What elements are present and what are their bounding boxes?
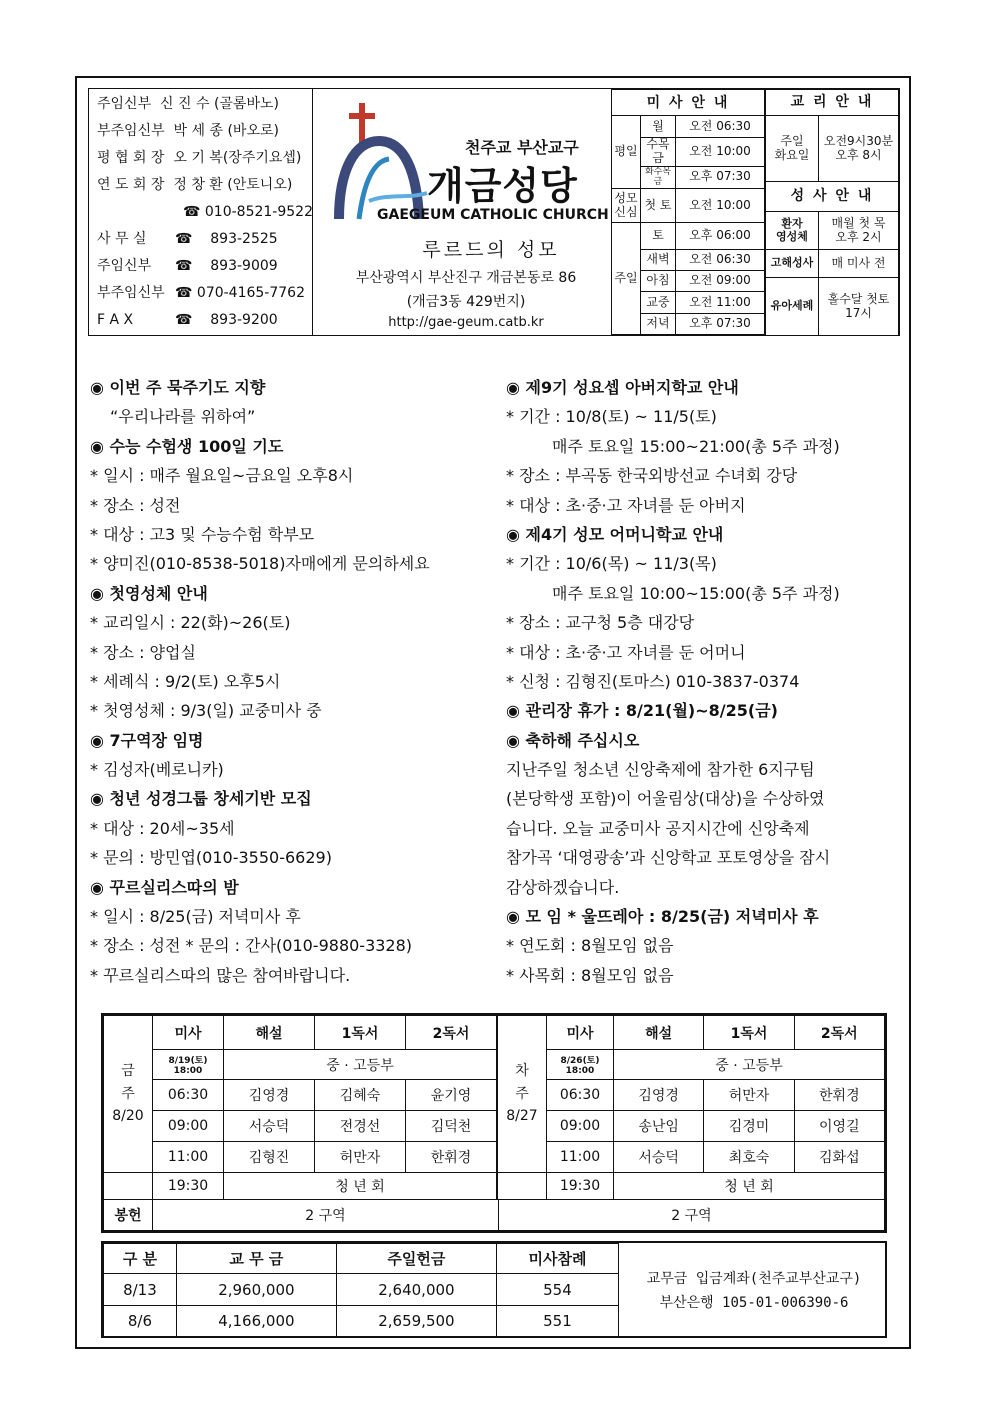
table-cell: 2독서 [794,1016,884,1050]
table-cell: 화수목금 [641,166,676,188]
table-cell: 2,640,000 [336,1274,496,1306]
table-cell: 김영경 [614,1080,704,1111]
bank-account: 교무금 입금계좌(천주교부산교구) 부산은행 105-01-006390-6 [646,1271,862,1311]
notice-line: * 일시 : 8/25(금) 저녁미사 후 [90,907,301,927]
staff-row: 평 협 회 장 오 기 복(장주기요셉) [97,150,302,166]
table-row [104,1050,497,1080]
notice-line: * 신청 : 김형진(토마스) 010-3837-0374 [506,671,800,691]
table-cell: 윤기영 [406,1080,497,1111]
table-row [766,278,899,336]
table-cell: 오후 07:30 [676,313,765,334]
table-cell: 서승덕 [224,1111,315,1142]
table-row [104,1244,619,1274]
table-cell: 고해성사 [766,250,819,278]
table-cell: 06:30 [153,1080,224,1111]
table-cell: 19:30 [153,1173,224,1200]
doctrine-title: 교 리 안 내 [766,90,899,116]
table-row [612,223,765,249]
table-cell: 4,166,000 [176,1306,336,1337]
table-cell: 8/6 [104,1306,177,1337]
table-row [612,116,765,137]
table-cell: 554 [496,1274,618,1306]
table-cell: 교 무 금 [176,1244,336,1274]
table-cell: 해설 [614,1016,704,1050]
table-row [104,1080,497,1111]
liturgy-roles-schedule [101,1013,887,1233]
table-cell: 김화섭 [794,1142,884,1173]
table-row [104,1142,497,1173]
table-row [498,1111,885,1142]
contact-row: 부주임신부 ☎ 070-4165-7762 [97,285,305,301]
notice-line: 매주 토요일 15:00~21:00(총 5주 과정) [552,436,840,456]
notice-line: * 김성자(베로니카) [90,760,224,780]
table-cell: 오전 10:00 [676,188,765,223]
doctrine-sacrament-table [765,89,899,336]
sunday-label: 주일 [612,223,641,335]
table-cell: 오후 07:30 [676,166,765,188]
table-cell: 매월 첫 목 오후 2시 [819,212,899,250]
table-cell: 8/13 [104,1274,177,1306]
table-cell: 8/19(토) 18:00 [153,1050,224,1080]
notice-line: * 첫영성체 : 9/3(일) 교중미사 중 [90,701,322,721]
phone-icon: ☎ [175,258,193,274]
table-cell: 저녁 [641,313,676,334]
church-title: 개금성당 [427,164,578,208]
finance-summary [101,1241,887,1338]
contact-row: F A X ☎ 893-9200 [97,312,278,328]
table-row [612,90,765,116]
table-cell: 미사 [153,1016,224,1050]
table-row [498,1050,885,1080]
staff-row: 주임신부 신 진 수 (골롬바노) [97,96,279,112]
next-week-label: 차 주 8/27 [498,1016,547,1173]
notice-line: * 기간 : 10/6(목) ~ 11/3(목) [506,554,717,574]
notice-line: * 장소 : 교구청 5층 대강당 [506,613,695,633]
table-cell: 2,659,500 [336,1306,496,1337]
table-cell: 11:00 [153,1142,224,1173]
notice-heading: ◉ 모 임 * 울뜨레아 : 8/25(금) 저녁미사 후 [506,907,819,927]
table-cell: 1독서 [704,1016,794,1050]
notice-line: * 장소 : 성전 * 문의 : 간사(010-9880-3328) [90,936,413,956]
table-cell: 허만자 [315,1142,406,1173]
table-cell: 주일헌금 [336,1244,496,1274]
table-cell: 오전 06:30 [676,249,765,270]
table-cell: 김덕천 [406,1111,497,1142]
church-english-title: GAEGEUM CATHOLIC CHURCH [377,207,609,223]
table-cell: 송난임 [614,1111,704,1142]
table-cell: 미사 [547,1016,614,1050]
table-cell: 미사참례 [496,1244,618,1274]
table-row [104,1200,885,1231]
table-cell: 교중 [641,292,676,313]
table-cell: 이영길 [794,1111,884,1142]
notice-line: * 연도회 : 8월모임 없음 [506,936,674,956]
church-url[interactable]: http://gae-geum.catb.kr [388,315,544,330]
table-cell: 서승덕 [614,1142,704,1173]
table-cell: 수목금 [641,137,676,166]
notice-line: “우리나라를 위하여” [110,407,256,427]
contact-row: 사 무 실 ☎ 893-2525 [97,231,278,247]
mass-schedule-table [611,89,765,335]
right-notice-column [506,373,901,990]
notice-line: * 일시 : 매주 월요일~금요일 오후8시 [90,466,354,486]
church-logo-icon [329,101,429,221]
notice-line: * 사목회 : 8월모임 없음 [506,965,674,985]
table-cell: 8/26(토) 18:00 [547,1050,614,1080]
notice-line: 참가곡 ‘대영광송’과 신앙학교 포토영상을 잠시 [506,848,831,868]
table-cell: 2독서 [406,1016,497,1050]
table-cell: 주일 화요일 [766,116,819,182]
diocese-label: 천주교 부산교구 [465,138,579,157]
sacrament-title: 성 사 안 내 [766,182,899,212]
staff-list [89,89,313,335]
phone-icon: ☎ [175,285,193,301]
table-cell: 환자 영성체 [766,212,819,250]
notice-heading: ◉ 꾸르실리스따의 밤 [90,877,239,897]
notice-line: * 대상 : 초·중·고 자녀를 둔 아버지 [506,495,746,515]
table-cell: 오전9시30분 오후 8시 [819,116,899,182]
table-cell: 09:00 [547,1111,614,1142]
finance-table [103,1243,619,1337]
notice-line: * 대상 : 20세~35세 [90,818,235,838]
next-week-table [497,1015,885,1200]
table-cell: 11:00 [547,1142,614,1173]
table-cell: 봉헌 [104,1200,153,1231]
table-cell: 오전 09:00 [676,270,765,291]
table-cell: 해설 [224,1016,315,1050]
notice-line: * 교리일시 : 22(화)~26(토) [90,613,291,633]
table-cell: 전경선 [315,1111,406,1142]
notice-line: 습니다. 오늘 교중미사 공지시간에 신앙축제 [506,818,810,838]
notice-line: 지난주일 청소년 신앙축제에 참가한 6지구팀 [506,760,815,780]
church-address: 부산광역시 부산진구 개금본동로 86 [355,270,577,286]
notice-heading: ◉ 제4기 성모 어머니학교 안내 [506,524,724,544]
table-cell: 매 미사 전 [819,250,899,278]
table-row [498,1173,885,1200]
table-cell: 최호숙 [704,1142,794,1173]
table-row [766,250,899,278]
weekday-label: 평일 [612,116,641,188]
notice-heading: ◉ 이번 주 묵주기도 지향 [90,378,266,397]
notice-heading: ◉ 제9기 성요셉 아버지학교 안내 [506,378,739,397]
table-cell: 청 년 회 [224,1173,497,1200]
notice-heading: ◉ 첫영성체 안내 [90,583,208,603]
this-week-table [103,1015,497,1200]
mass-title: 미 사 안 내 [612,90,765,116]
this-week-label: 금 주 8/20 [104,1016,153,1173]
notice-line: * 기간 : 10/8(토) ~ 11/5(토) [506,407,717,427]
table-cell: 유아세례 [766,278,819,336]
notice-line: * 장소 : 부곡동 한국외방선교 수녀회 강당 [506,466,798,486]
table-row [104,1111,497,1142]
table-cell: 06:30 [547,1080,614,1111]
table-row [498,1016,885,1050]
table-cell: 오전 11:00 [676,292,765,313]
notice-line: 매주 토요일 10:00~15:00(총 5주 과정) [552,583,840,603]
table-cell: 중 · 고등부 [614,1050,885,1080]
table-cell: 09:00 [153,1111,224,1142]
staff-phone: ☎ 010-8521-9522 [183,204,313,220]
table-cell: 김경미 [704,1111,794,1142]
table-row [766,90,899,116]
notice-line: * 장소 : 성전 [90,495,181,515]
table-row [104,1173,497,1200]
table-cell: 토 [641,223,676,249]
table-cell: 1독서 [315,1016,406,1050]
table-cell: 2 구역 [499,1200,885,1231]
contact-row: 주임신부 ☎ 893-9009 [97,258,278,274]
table-cell: 한휘경 [794,1080,884,1111]
notice-heading: ◉ 7구역장 임명 [90,730,204,750]
church-subtitle: 루르드의 성모 [422,239,560,261]
notice-line: * 장소 : 양업실 [90,642,196,662]
table-cell: 한휘경 [406,1142,497,1173]
table-cell: 오후 06:00 [676,223,765,249]
phone-icon: ☎ [175,312,193,328]
staff-row: 부주임신부 박 세 종 (바오로) [97,123,279,139]
table-cell: 월 [641,116,676,137]
notice-line: * 꾸르실리스따의 많은 참여바랍니다. [90,965,351,985]
notice-line: * 세례식 : 9/2(토) 오후5시 [90,671,281,691]
notice-line: * 대상 : 고3 및 수능수험 학부모 [90,524,315,544]
table-row [104,1016,497,1050]
table-row [766,116,899,182]
notice-line: * 양미진(010-8538-5018)자매에게 문의하세요 [90,554,430,574]
left-notice-column [90,373,495,990]
table-cell: 중 · 고등부 [224,1050,497,1080]
notice-heading: ◉ 축하해 주십시오 [506,730,640,750]
table-cell: 홀수달 첫토 17시 [819,278,899,336]
table-row [498,1142,885,1173]
staff-row: 연 도 회 장 정 창 환 (안토니오) [97,177,293,193]
table-cell [498,1173,547,1200]
notice-heading: ◉ 수능 수험생 100일 기도 [90,436,284,456]
church-brand [315,89,612,335]
notice-line: 감상하겠습니다. [506,877,620,897]
table-row [498,1080,885,1111]
mother-devotion-label: 성모신심 [612,188,641,223]
notice-line: (본당학생 포함)이 어울림상(대상)을 수상하였 [506,789,825,809]
table-cell: 김형진 [224,1142,315,1173]
church-address-detail: (개금3동 429번지) [406,294,526,310]
table-cell: 허만자 [704,1080,794,1111]
table-cell: 19:30 [547,1173,614,1200]
table-cell: 오전 06:30 [676,116,765,137]
phone-icon: ☎ [175,231,193,247]
table-cell: 새벽 [641,249,676,270]
table-cell: 김혜숙 [315,1080,406,1111]
table-cell: 오전 10:00 [676,137,765,166]
table-row [766,182,899,212]
table-cell [104,1173,153,1200]
header [88,88,900,336]
notice-line: * 대상 : 초·중·고 자녀를 둔 어머니 [506,642,746,662]
table-row [104,1274,619,1306]
notice-heading: ◉ 관리장 휴가 : 8/21(월)~8/25(금) [506,701,778,721]
table-cell: 구 분 [104,1244,177,1274]
table-row [104,1306,619,1337]
offering-row [103,1199,885,1231]
table-cell: 아침 [641,270,676,291]
table-row [612,188,765,223]
table-cell: 첫 토 [641,188,676,223]
notice-line: * 문의 : 방민엽(010-3550-6629) [90,848,332,868]
table-cell: 청 년 회 [614,1173,885,1200]
table-row [766,212,899,250]
notice-heading: ◉ 청년 성경그룹 창세기반 모집 [90,789,312,809]
table-cell: 551 [496,1306,618,1337]
table-cell: 김영경 [224,1080,315,1111]
table-cell: 2,960,000 [176,1274,336,1306]
table-cell: 2 구역 [153,1200,499,1231]
